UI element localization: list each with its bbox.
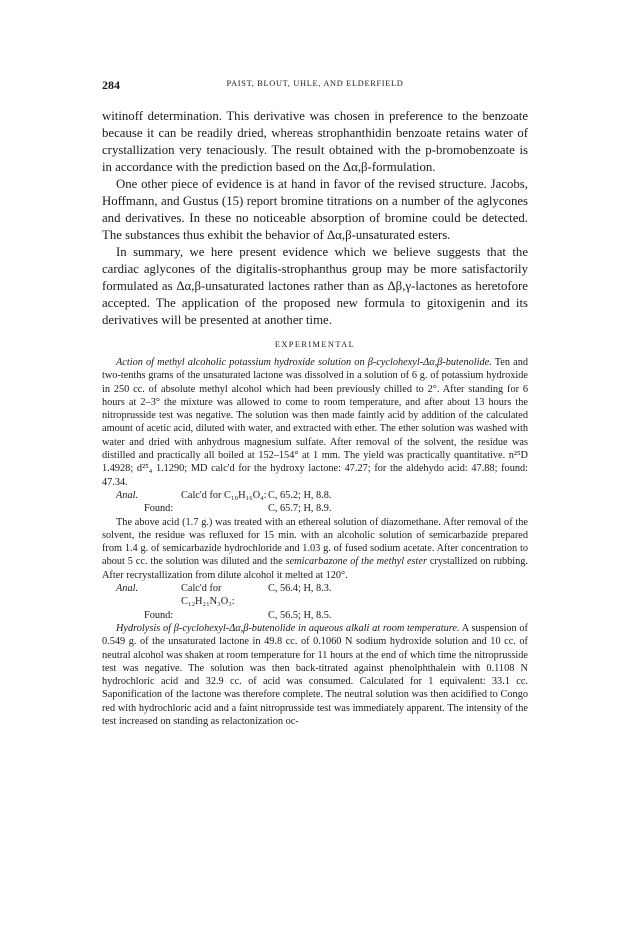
analysis-calc-values: C, 65.2; H, 8.8. — [268, 489, 332, 501]
experiment-text: Ten and two-tenths grams of the unsaturated lactone was dissolved in a solution of 6 g. of potassium hydroxide in 250 cc. of absolute methyl alcohol which had been previously chilled to 2°. After standing for 6 hours at 2–3° the mixture was allowed to come to room temperature, and after about 13 hours the nitroprusside test was negative. The solution was then made faintly acid by addition of the calculated amount of acetic acid, diluted with water, and extracted with ether. The ether solution was washed with water and dried with anhydrous magnesium sulfate. After removal of the solvent, the residue was distilled and practically all boiled at 152–154° at 1 mm. The yield was practically quantitative. n²⁵D 1.4928; d²⁵₄ 1.1290; MD calc'd for the hydroxy lactone: 47.27; for the aldehydo acid: 47.88; found: 47.34. — [102, 357, 529, 488]
experiment-text: The above acid (1.7 g.) was treated with an ethereal solution of diazomethane. After removal of the solvent, the residue was refluxed for 15 min. with an alcoholic solution of semicarbazide prepared from 1.4 g. of semicarbazide hydrochloride and 1.03 g. of fused sodium acetate. After concentration to about 5 cc. the solution was diluted and the — [102, 516, 528, 568]
analysis-calc-row — [102, 489, 528, 502]
compound-name: semicarbazone of the methyl ester — [285, 556, 427, 568]
experimental-paragraph — [102, 622, 528, 728]
analysis-found-values: C, 65.7; H, 8.9. — [268, 503, 332, 515]
page-header — [102, 78, 528, 92]
analysis-found-row — [102, 609, 528, 622]
analysis-calc-label: Calc'd for C₁₂H₂₁N₃O₃: — [181, 583, 235, 608]
running-head: PAIST, BLOUT, UHLE, AND ELDERFIELD — [226, 79, 404, 88]
experiment-text: crystallized on rubbing. After recrystallization from dilute alcohol it melted at 120°. — [102, 556, 528, 581]
experimental-paragraph — [102, 516, 528, 582]
body-paragraph: In summary, we here present evidence which we believe suggests that the cardiac aglycones of the digitalis-strophanthus group may be more satisfactorily formulated as Δα,β-unsaturated lactones rather than as Δβ,γ-lactones as heretofore accepted. The application of the proposed new formula to gitoxigenin and its derivatives will be presented at another time. — [102, 245, 528, 327]
analysis-found-label: Found: — [144, 503, 174, 515]
section-heading: EXPERIMENTAL — [274, 340, 356, 349]
analysis-found-row — [102, 502, 528, 515]
page-body — [102, 108, 528, 728]
analysis-found-values: C, 56.5; H, 8.5. — [268, 609, 332, 621]
analysis-label: Anal. — [116, 583, 139, 595]
analysis-block — [102, 489, 528, 516]
analysis-block — [102, 582, 528, 622]
body-paragraph: One other piece of evidence is at hand in favor of the revised structure. Jacobs, Hoffmann, and Gustus (15) report bromine titrations on a number of the aglycones and derivatives. In these no noticeable absorption of bromine could be detected. The substances thus exhibit the behavior of Δα,β-unsaturated esters. — [102, 177, 528, 242]
experimental-paragraph — [102, 356, 528, 489]
experiment-text: A suspension of 0.549 g. of the unsaturated lactone in 49.8 cc. of 0.1060 N sodium hydroxide solution and 10 cc. of neutral alcohol was shaken at room temperature for 11 hours at the end of which time the nitroprusside test was negative. The solution was then back-titrated against phenolphthalein with 0.1108 N hydrochloric acid and 32.9 cc. of acid was consumed. Calculated for 1 equivalent: 33.1 cc. Saponification of the lactone was therefore complete. The neutral solution was then acidified to Congo red with hydrochloric acid and a faint nitroprusside test was immediately apparent. The intensity of the test increased on standing as relactonization oc- — [102, 622, 528, 728]
analysis-calc-values: C, 56.4; H, 8.3. — [268, 583, 332, 595]
body-paragraph: witinoff determination. This derivative was chosen in preference to the benzoate because it can be readily dried, whereas strophanthidin benzoate retains water of crystallization very tenaciously. The result obtained with the p-bromobenzoate is in accordance with the prediction based on the Δα,β-formulation. — [102, 109, 528, 174]
experiment-heading: Hydrolysis of β-cyclohexyl-Δα,β-butenolide in aqueous alkali at room temperature. — [116, 622, 460, 634]
analysis-found-label: Found: — [144, 609, 174, 621]
page-number: 284 — [102, 78, 120, 92]
analysis-calc-row — [102, 582, 528, 609]
analysis-label: Anal. — [116, 489, 139, 501]
experiment-heading: Action of methyl alcoholic potassium hydroxide solution on β-cyclohexyl-Δα,β-butenolide. — [116, 357, 492, 368]
analysis-calc-label: Calc'd for C₁₀H₁₆O₄: — [181, 489, 267, 501]
